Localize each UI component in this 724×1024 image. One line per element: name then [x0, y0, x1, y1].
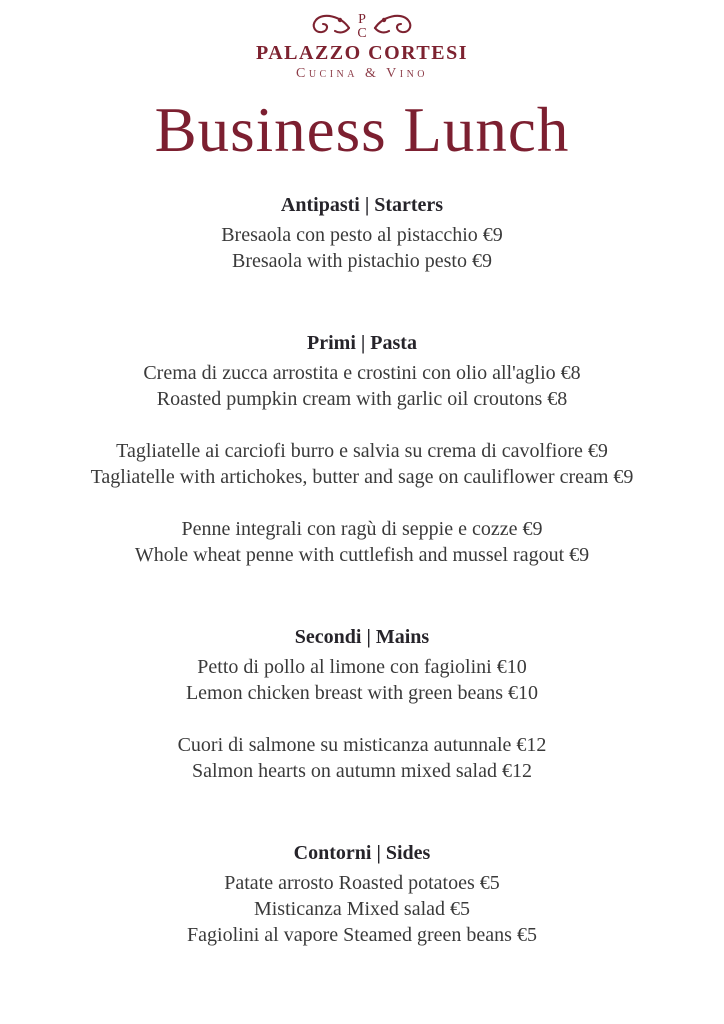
dish-line: Bresaola con pesto al pistacchio €9 — [221, 224, 503, 247]
section-header: Contorni | Sides — [293, 842, 431, 865]
monogram-letter-bottom: C — [357, 26, 367, 39]
dish-line: Patate arrosto Roasted potatoes €5 — [224, 872, 500, 895]
dish-line: Penne integrali con ragù di seppie e cozze €9 — [181, 518, 543, 541]
dish-line: Salmon hearts on autumn mixed salad €12 — [192, 760, 532, 783]
menu-section-secondi — [0, 625, 724, 784]
dish-line: Lemon chicken breast with green beans €10 — [185, 682, 539, 705]
brand-tagline: Cucina & Vino — [295, 66, 429, 81]
dish-line: Bresaola with pistachio pesto €9 — [232, 250, 492, 273]
dish-line: Fagiolini al vapore Steamed green beans €5 — [187, 924, 537, 947]
section-header: Primi | Pasta — [307, 332, 417, 355]
dish-line: Tagliatelle ai carciofi burro e salvia su crema di cavolfiore €9 — [116, 440, 608, 463]
dish-group — [0, 360, 724, 412]
dish-group — [0, 870, 724, 948]
brand-name: PALAZZO CORTESI — [255, 42, 469, 64]
dish-line: Petto di pollo al limone con fagiolini €10 — [197, 656, 527, 679]
dish-line: Cuori di salmone su misticanza autunnale €12 — [177, 734, 547, 757]
dish-group — [0, 438, 724, 490]
brand-crest — [0, 9, 724, 39]
menu — [0, 193, 724, 948]
flourish-icon — [307, 9, 417, 39]
dish-group — [0, 222, 724, 274]
section-header: Antipasti | Starters — [280, 194, 444, 217]
dish-group — [0, 516, 724, 568]
menu-section-antipasti — [0, 193, 724, 274]
dish-line: Misticanza Mixed salad €5 — [253, 898, 471, 921]
dish-line: Crema di zucca arrostita e crostini con olio all'aglio €8 — [143, 362, 581, 385]
monogram-letter-top: P — [358, 12, 366, 27]
page-title: Business Lunch — [154, 95, 570, 165]
brand-header — [0, 0, 724, 82]
dish-group — [0, 654, 724, 706]
section-header: Secondi | Mains — [294, 626, 430, 649]
menu-section-primi — [0, 331, 724, 568]
dish-line: Roasted pumpkin cream with garlic oil croutons €8 — [156, 388, 568, 411]
flourish-dot-left — [338, 18, 342, 22]
dish-group — [0, 732, 724, 784]
flourish-dot-right — [382, 18, 386, 22]
dish-line: Tagliatelle with artichokes, butter and sage on cauliflower cream €9 — [90, 466, 634, 489]
dish-line: Whole wheat penne with cuttlefish and mussel ragout €9 — [134, 544, 590, 567]
menu-section-contorni — [0, 841, 724, 948]
